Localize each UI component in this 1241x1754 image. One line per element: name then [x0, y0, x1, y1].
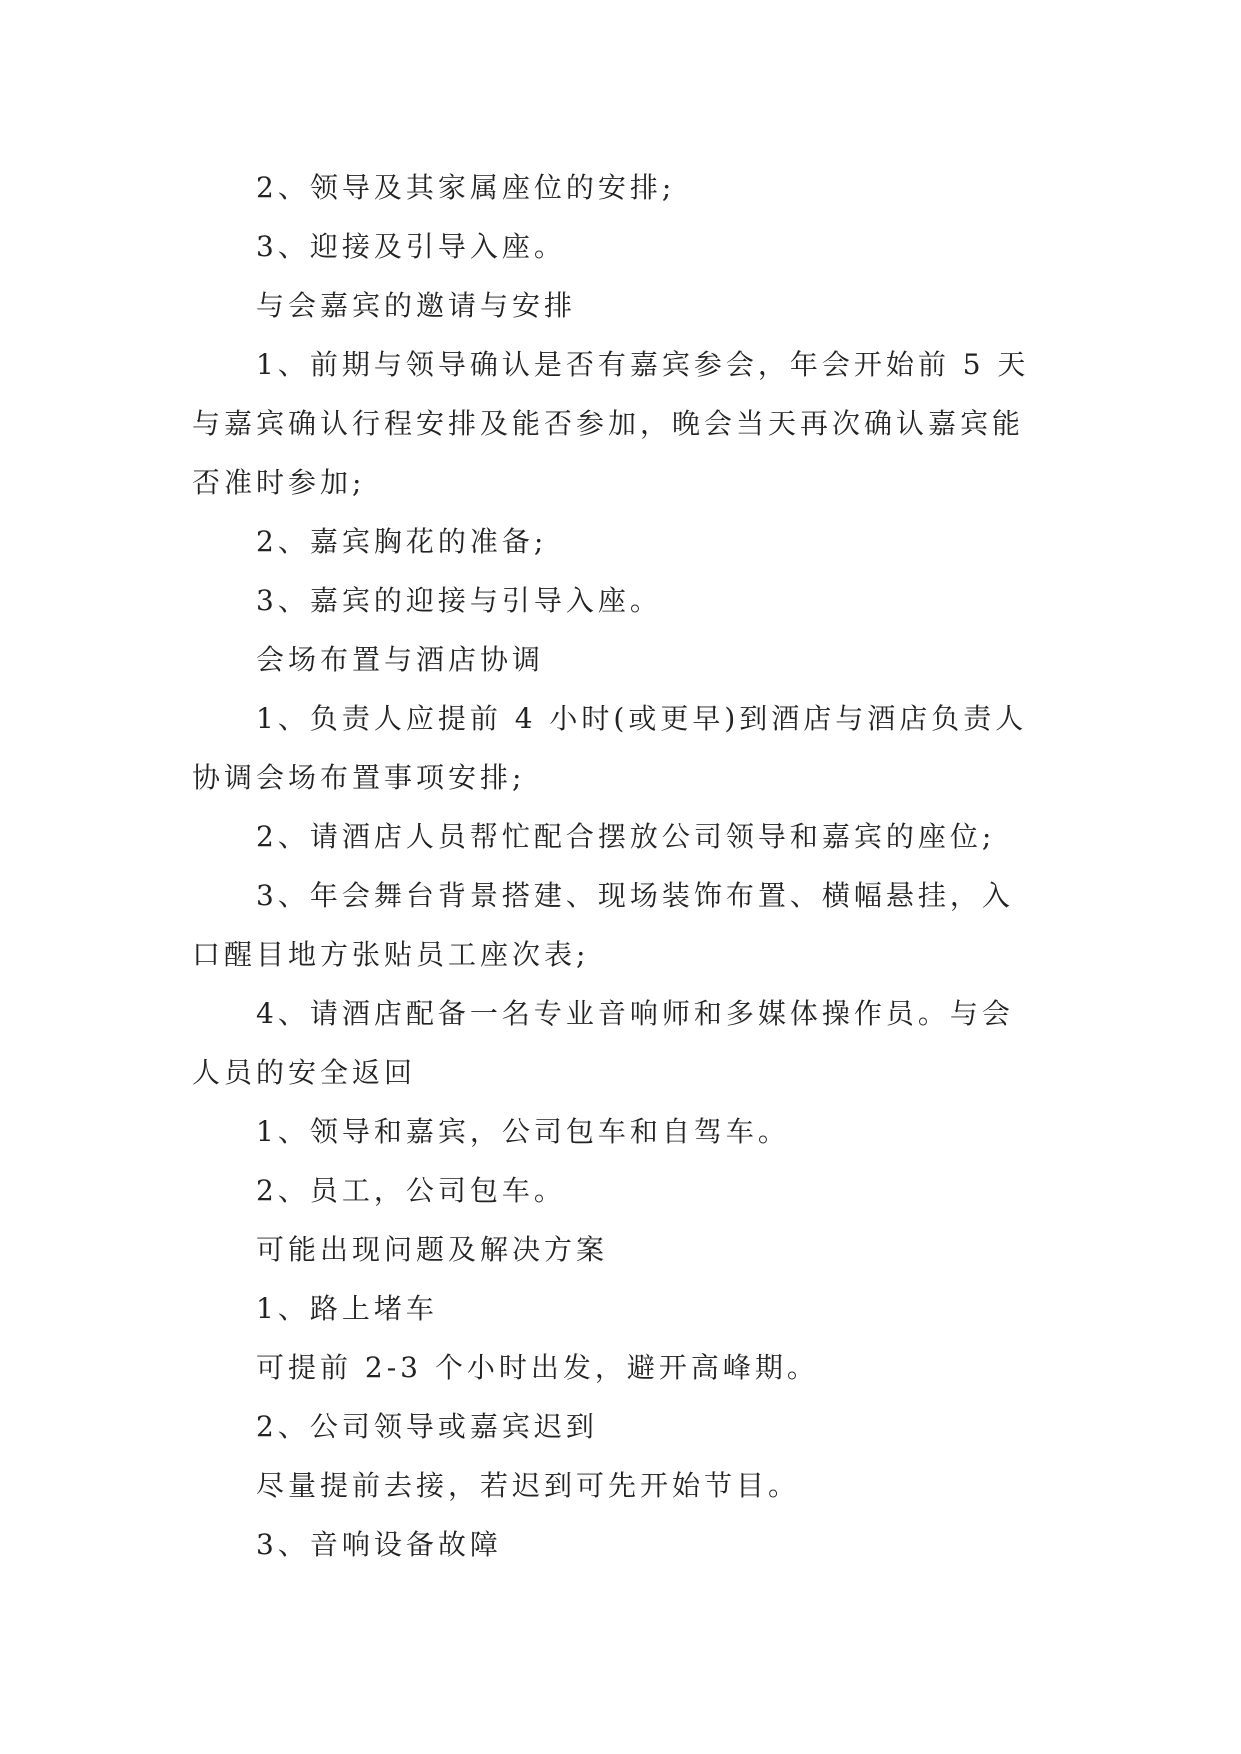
section-heading: 会场布置与酒店协调 [256, 643, 545, 676]
text-line: 2、公司领导或嘉宾迟到 [256, 1410, 598, 1443]
text-line: 口醒目地方张贴员工座次表; [192, 938, 590, 971]
section-heading: 可能出现问题及解决方案 [256, 1233, 609, 1266]
text-line: 协调会场布置事项安排; [192, 761, 526, 794]
text-line: 2、嘉宾胸花的准备; [256, 525, 548, 558]
section-heading: 与会嘉宾的邀请与安排 [256, 289, 577, 322]
text-line: 1、前期与领导确认是否有嘉宾参会，年会开始前 5 天 [256, 348, 1030, 381]
text-line: 3、嘉宾的迎接与引导入座。 [256, 584, 662, 617]
text-line: 人员的安全返回 [192, 1056, 417, 1089]
text-line: 2、请酒店人员帮忙配合摆放公司领导和嘉宾的座位; [256, 820, 996, 853]
text-line: 与嘉宾确认行程安排及能否参加，晚会当天再次确认嘉宾能 [192, 407, 1025, 440]
text-line: 3、音响设备故障 [256, 1528, 502, 1561]
text-line: 1、路上堵车 [256, 1292, 438, 1325]
document-body [192, 158, 1054, 1574]
text-line: 尽量提前去接，若迟到可先开始节目。 [256, 1469, 801, 1502]
text-line: 1、领导和嘉宾，公司包车和自驾车。 [256, 1115, 790, 1148]
text-line: 4、请酒店配备一名专业音响师和多媒体操作员。与会 [256, 997, 1014, 1030]
text-line: 2、员工，公司包车。 [256, 1174, 566, 1207]
text-line: 1、负责人应提前 4 小时(或更早)到酒店与酒店负责人 [256, 702, 1028, 735]
text-line: 2、领导及其家属座位的安排; [256, 171, 676, 204]
text-line: 3、迎接及引导入座。 [256, 230, 566, 263]
text-line: 否准时参加; [192, 466, 366, 499]
text-line: 可提前 2-3 个小时出发，避开高峰期。 [256, 1351, 819, 1384]
text-line: 3、年会舞台背景搭建、现场装饰布置、横幅悬挂，入 [256, 879, 1014, 912]
